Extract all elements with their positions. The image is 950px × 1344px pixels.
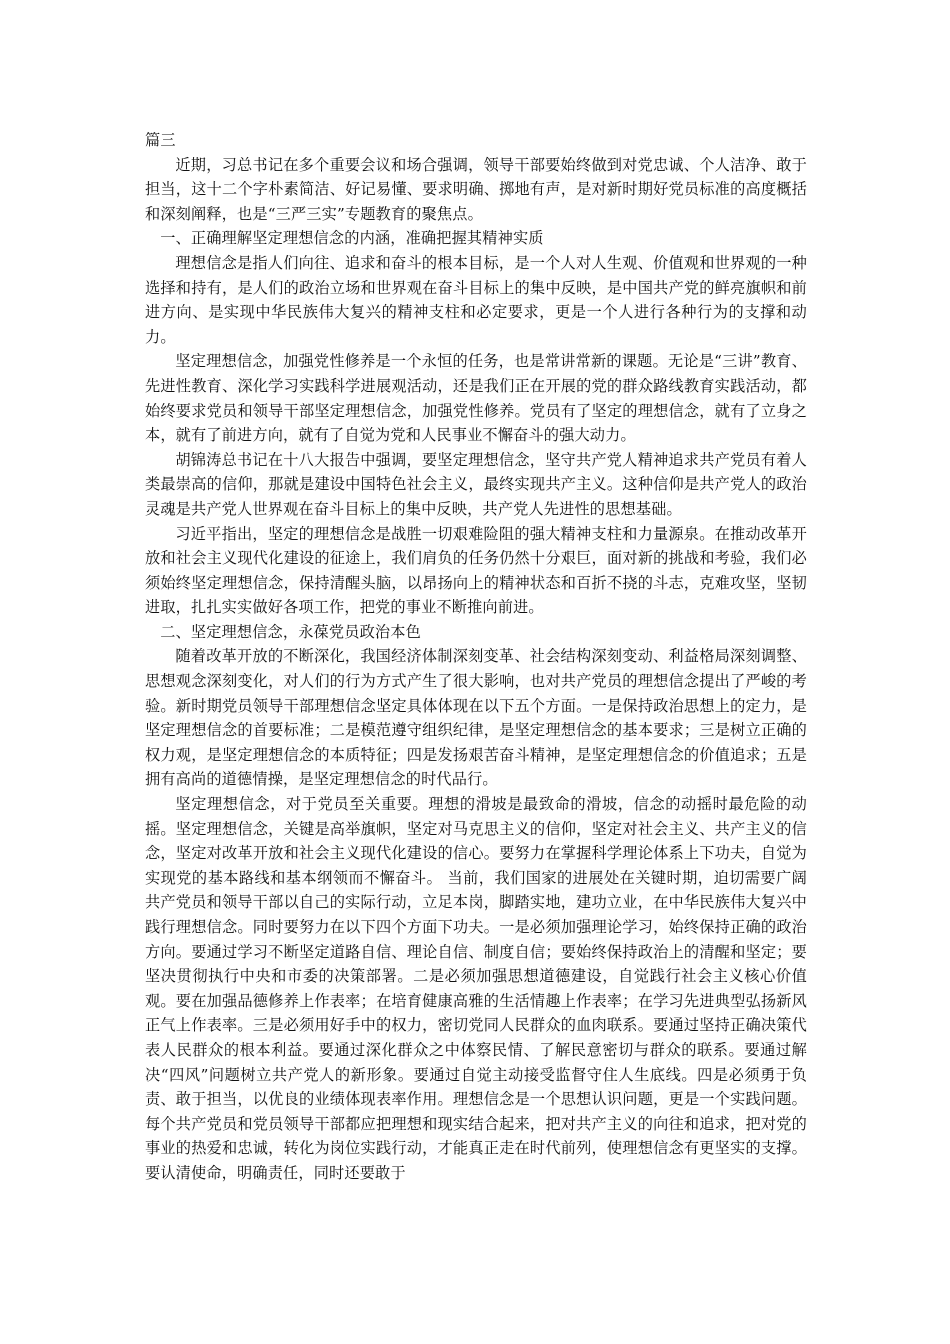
section-heading-two: 二、坚定理想信念，永葆党员政治本色 [160,622,421,641]
document-body [145,128,807,1186]
section-heading-one: 一、正确理解坚定理想信念的内涵，准确把握其精神实质 [160,229,544,248]
section-label: 篇三 [145,131,176,149]
paragraph-intro: 近期，习总书记在多个重要会议和场合强调，领导干部要始终做到对党忠诚、个人洁净、敢于担当，这十二个字朴素简洁、好记易懂、要求明确、掷地有声，是对新时期好党员标准的高度概括和深刻阐释，也是“三严三实”专题教育的聚焦点。 [145,155,807,223]
paragraph-reform-deepening: 随着改革开放的不断深化，我国经济体制深刻变革、社会结构深刻变动、利益格局深刻调整、思想观念深刻变化，对人们的行为方式产生了很大影响，也对共产党员的理想信念提出了严峻的考验。新时期党员领导干部理想信念坚定具体体现在以下五个方面。一是保持政治思想上的定力，是坚定理想信念的首要标准；二是模范遵守组织纪律，是坚定理想信念的基本要求；三是树立正确的权力观，是坚定理想信念的本质特征；四是发扬艰苦奋斗精神，是坚定理想信念的价值追求；五是拥有高尚的道德情操，是坚定理想信念的时代品行。 [145,647,807,789]
paragraph-party-spirit: 坚定理想信念，加强党性修养是一个永恒的任务，也是常讲常新的课题。无论是“三讲”教育、先进性教育、深化学习实践科学进展观活动，还是我们正在开展的党的群众路线教育实践活动，都始终要求党员和领导干部坚定理想信念，加强党性修养。党员有了坚定的理想信念，就有了立身之本，就有了前进方向，就有了自觉为党和人民事业不懈奋斗的强大动力。 [145,352,807,445]
paragraph-xi-jinping: 习近平指出，坚定的理想信念是战胜一切艰难险阻的强大精神支柱和力量源泉。在推动改革开放和社会主义现代化建设的征途上，我们肩负的任务仍然十分艰巨，面对新的挑战和考验，我们必须始终坚定理想信念，保持清醒头脑，以昂扬向上的精神状态和百折不挠的斗志，克难攻坚，坚韧进取，扎扎实实做好各项工作，把党的事业不断推向前进。 [145,524,807,617]
paragraph-hu-jintao: 胡锦涛总书记在十八大报告中强调，要坚定理想信念，坚守共产党人精神追求共产党员有着人类最崇高的信仰，那就是建设中国特色社会主义，最终实现共产主义。这种信仰是共产党人的政治灵魂是共产党人世界观在奋斗目标上的集中反映，共产党人先进性的思想基础。 [145,450,807,518]
paragraph-ideal-definition: 理想信念是指人们向往、追求和奋斗的根本目标，是一个人对人生观、价值观和世界观的一种选择和持有，是人们的政治立场和世界观在奋斗目标上的集中反映，是中国共产党的鲜亮旗帜和前进方向、是实现中华民族伟大复兴的精神支柱和必定要求，更是一个人进行各种行为的支撑和动力。 [145,253,807,346]
paragraph-firm-belief: 坚定理想信念，对于党员至关重要。理想的滑坡是最致命的滑坡，信念的动摇时最危险的动摇。坚定理想信念，关键是高举旗帜，坚定对马克思主义的信仰，坚定对社会主义、共产主义的信念，坚定对改革开放和社会主义现代化建设的信心。要努力在掌握科学理论体系上下功夫，自觉为实现党的基本路线和基本纲领而不懈奋斗。 当前，我们国家的进展处在关键时期，迫切需要广阔共产党员和领导干部以自己的实际行动，立足本岗，脚踏实地，建功立业，在中华民族伟大复兴中践行理想信念。同时要努力在以下四个方面下功夫。一是必须加强理论学习，始终保持正确的政治方向。要通过学习不断坚定道路自信、理论自信、制度自信；要始终保持政治上的清醒和坚定；要坚决贯彻执行中央和市委的决策部署。二是必须加强思想道德建设，自觉践行社会主义核心价值观。要在加强品德修养上作表率；在培育健康高雅的生活情趣上作表率；在学习先进典型弘扬新风正气上作表率。三是必须用好手中的权力，密切党同人民群众的血肉联系。要通过坚持正确决策代表人民群众的根本利益。要通过深化群众之中体察民情、了解民意密切与群众的联系。要通过解决“四风”问题树立共产党人的新形象。要通过自觉主动接受监督守住人生底线。四是必须勇于负责、敢于担当，以优良的业绩体现表率作用。理想信念是一个思想认识问题，更是一个实践问题。每个共产党员和党员领导干部都应把理想和现实结合起来，把对共产主义的向往和追求，把对党的事业的热爱和忠诚，转化为岗位实践行动，才能真正走在时代前列，使理想信念有更坚实的支撑。要认清使命，明确责任，同时还要敢于 [145,795,807,1182]
